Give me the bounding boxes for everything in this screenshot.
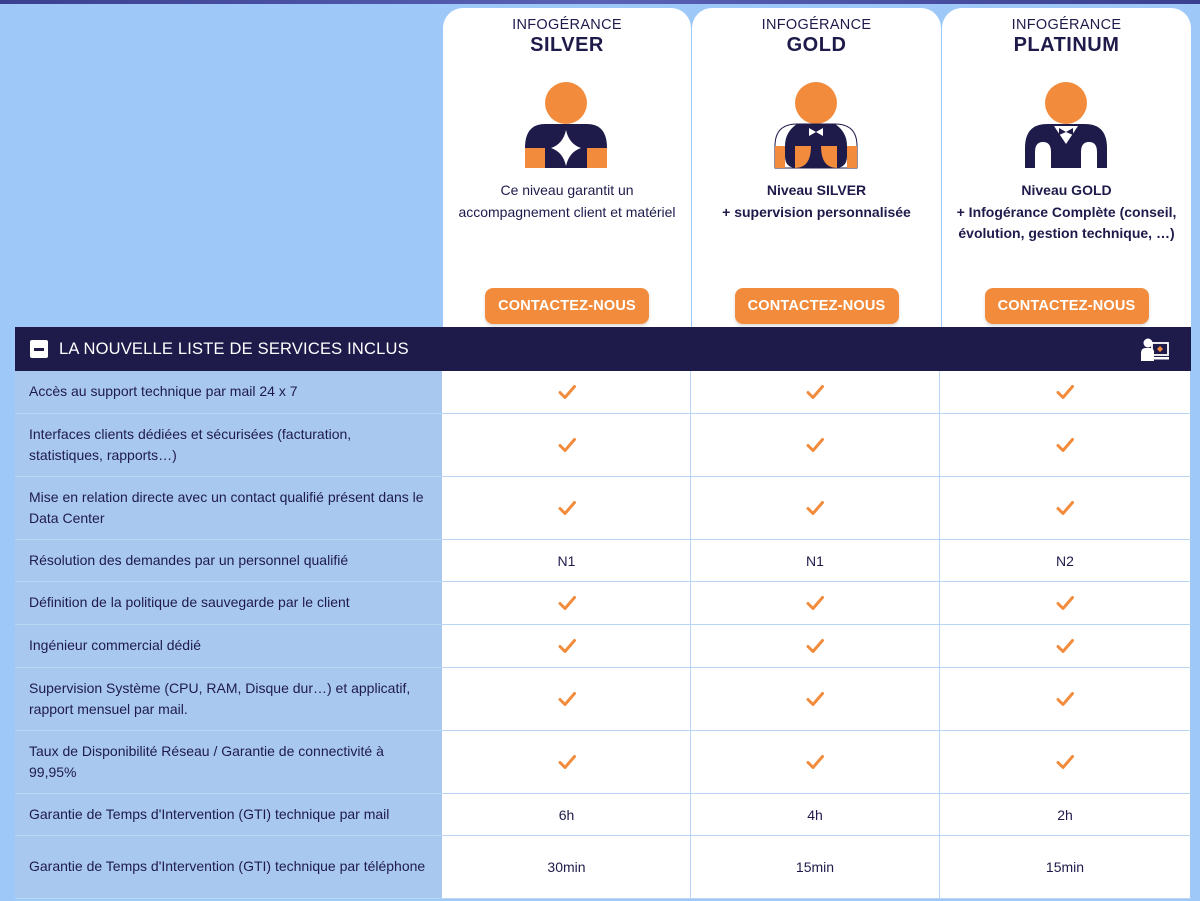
cell-value: N1 <box>443 540 691 581</box>
row-label: Mise en relation directe avec un contact qualifié présent dans le Data Center <box>15 477 443 539</box>
checkmark-icon <box>940 477 1190 539</box>
checkmark-icon <box>443 582 691 624</box>
checkmark-icon <box>940 625 1190 667</box>
platinum-person-icon <box>1021 82 1113 172</box>
plan-kicker: INFOGÉRANCE <box>512 17 622 33</box>
checkmark-icon <box>940 414 1190 476</box>
checkmark-icon <box>443 731 691 793</box>
contact-button-silver[interactable]: CONTACTEZ-NOUS <box>485 288 649 324</box>
cell-value: 30min <box>443 836 691 898</box>
row-label: Accès au support technique par mail 24 x 7 <box>15 371 443 413</box>
contact-button-gold[interactable]: CONTACTEZ-NOUS <box>735 288 899 324</box>
checkmark-icon <box>443 414 691 476</box>
row-label: Résolution des demandes par un personnel qualifié <box>15 540 443 581</box>
table-row <box>15 731 1191 794</box>
contact-button-platinum[interactable]: CONTACTEZ-NOUS <box>985 288 1149 324</box>
checkmark-icon <box>940 668 1190 730</box>
support-agent-icon <box>1140 337 1170 363</box>
checkmark-icon <box>443 668 691 730</box>
cell-value: 15min <box>691 836 940 898</box>
row-label: Taux de Disponibilité Réseau / Garantie de connectivité à 99,95% <box>15 731 443 793</box>
section-title: LA NOUVELLE LISTE DE SERVICES INCLUS <box>59 339 409 358</box>
checkmark-icon <box>443 625 691 667</box>
checkmark-icon <box>691 371 940 413</box>
row-label: Définition de la politique de sauvegarde par le client <box>15 582 443 624</box>
row-label: Garantie de Temps d'Intervention (GTI) technique par mail <box>15 794 443 835</box>
services-table <box>15 371 1191 899</box>
row-label: Ingénieur commercial dédié <box>15 625 443 667</box>
plan-name: SILVER <box>530 34 604 56</box>
services-section-header[interactable] <box>15 327 1191 371</box>
plan-name: PLATINUM <box>1013 34 1120 56</box>
table-row <box>15 668 1191 731</box>
table-row <box>15 582 1191 625</box>
cell-value: N2 <box>940 540 1190 581</box>
collapse-minus-icon[interactable] <box>30 340 48 358</box>
table-row <box>15 477 1191 540</box>
gold-person-icon <box>771 82 863 172</box>
cell-value: 6h <box>443 794 691 835</box>
checkmark-icon <box>940 582 1190 624</box>
plan-card-silver <box>443 8 691 327</box>
checkmark-icon <box>443 371 691 413</box>
table-row <box>15 794 1191 836</box>
plan-kicker: INFOGÉRANCE <box>761 17 872 33</box>
cell-value: N1 <box>691 540 940 581</box>
table-row <box>15 371 1191 414</box>
checkmark-icon <box>691 668 940 730</box>
cell-value: 15min <box>940 836 1190 898</box>
checkmark-icon <box>940 731 1190 793</box>
plan-description: Niveau SILVER + supervision personnalisée <box>722 182 911 220</box>
plan-name: GOLD <box>786 34 847 56</box>
silver-person-icon <box>521 82 613 172</box>
top-accent-line <box>0 0 1200 4</box>
cell-value: 2h <box>940 794 1190 835</box>
cell-value: 4h <box>691 794 940 835</box>
checkmark-icon <box>940 371 1190 413</box>
checkmark-icon <box>691 477 940 539</box>
plan-card-gold <box>692 8 941 327</box>
table-row <box>15 414 1191 477</box>
table-row <box>15 836 1191 899</box>
row-label: Garantie de Temps d'Intervention (GTI) technique par téléphone <box>15 836 443 898</box>
row-label: Interfaces clients dédiées et sécurisées (facturation, statistiques, rapports…) <box>15 414 443 476</box>
checkmark-icon <box>443 477 691 539</box>
table-row <box>15 625 1191 668</box>
plan-kicker: INFOGÉRANCE <box>1011 17 1122 33</box>
checkmark-icon <box>691 582 940 624</box>
checkmark-icon <box>691 414 940 476</box>
row-label: Supervision Système (CPU, RAM, Disque dur…) et applicatif, rapport mensuel par mail. <box>15 668 443 730</box>
plan-description: Ce niveau garantit un accompagnement client et matériel <box>458 182 676 220</box>
plan-card-platinum <box>942 8 1191 327</box>
checkmark-icon <box>691 731 940 793</box>
table-row <box>15 540 1191 582</box>
plan-description: Niveau GOLD + Infogérance Complète (conseil, évolution, gestion technique, …) <box>956 182 1177 241</box>
checkmark-icon <box>691 625 940 667</box>
